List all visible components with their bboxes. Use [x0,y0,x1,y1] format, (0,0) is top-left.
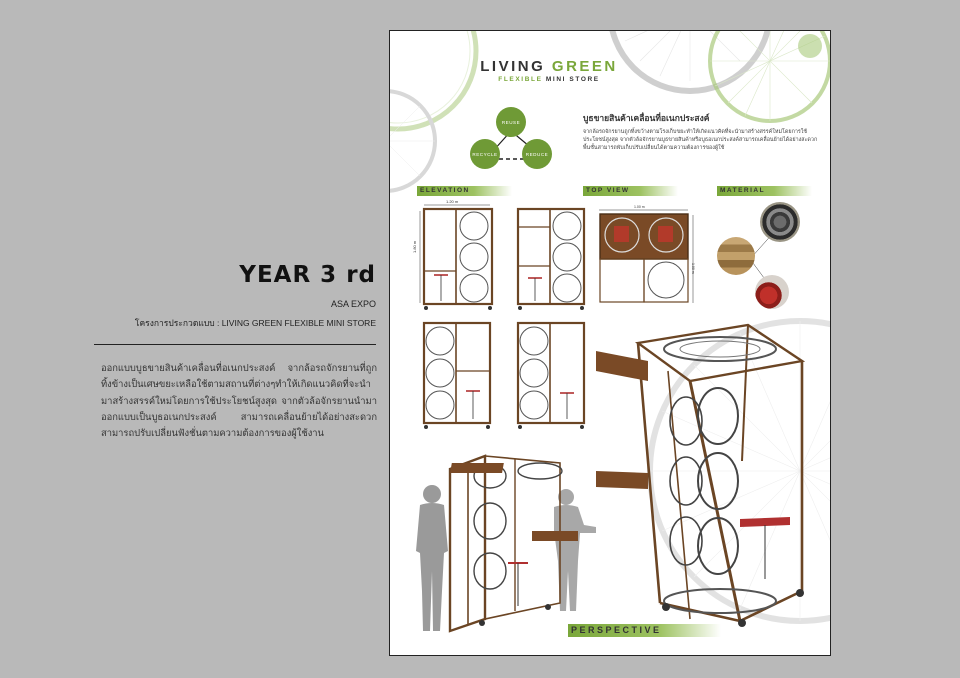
elevation-label: ELEVATION [417,186,512,196]
reuse-badge: REUSE [496,107,526,137]
top-width-dimension: 1.00 m [634,205,645,209]
material-wheel-photo [760,202,800,242]
event-name: ASA EXPO [330,299,376,309]
top-view-label: TOP VIEW [583,186,678,196]
concept-heading: บูธขายสินค้าเคลื่อนที่อเนกประสงค์ [583,113,710,123]
project-description: ออกแบบบูธขายสินค้าเคลื่อนที่อเนกประสงค์ จากล้อรถจักรยานที่ถูกทิ้งข้างเป็นเศษขยะเหลือใช้ตามสถานที่ต่างๆทำให้เกิดแนวคิดที่จะนำมาสร้างสรรค์ใหม่โดยการใช้ประโยชน์สูงสุด จากตัวล้อจักรยานนำมาออกแบบเป็นบูธอเนกประสงค์ สามารถเคลื่อนย้ายได้อย่างสะดวก สามารถปรับเปลี่ยนฟังชั่นตามความต้องการของผู้ใช้งาน [101,362,377,439]
page-title: YEAR 3 rd [239,262,376,288]
board-title: LIVING GREEN [480,58,618,75]
board-subtitle: FLEXIBLE MINI STORE [498,76,600,83]
divider [94,344,376,345]
material-wood-photo [717,237,755,275]
material-seat-photo [755,275,789,309]
material-label: MATERIAL [717,186,812,196]
height-dimension: 1.80 m [412,240,417,253]
reduce-badge: REDUCE [522,139,552,169]
concept-body: จากล้อรถจักรยานถูกทิ้งขว้างตามโรงเก็บขยะทำให้เกิดแนวคิดที่จะนำมาสร้างสรรค์ใหม่โดยการใช้ประโยชน์สูงสุด จากตัวล้อจักรยานบูธขายสินค้าหรือบูธอเนกประสงค์สามารถเคลื่อนย้ายได้อย่างสะดวกพื้นชั้นสามารถพับเก็บปรับเปลี่ยนได้ตามความต้องการของผู้ใช้ [583,129,818,151]
presentation-board [389,30,831,656]
project-name: โครงการประกวดแบบ : LIVING GREEN FLEXIBLE MINI STORE [134,318,376,328]
perspective-label: PERSPECTIVE [568,624,721,637]
recycle-badge: RECYCLE [470,139,500,169]
width-dimension: 1.20 m [446,199,459,204]
top-depth-dimension: 1.00 m [691,263,695,274]
